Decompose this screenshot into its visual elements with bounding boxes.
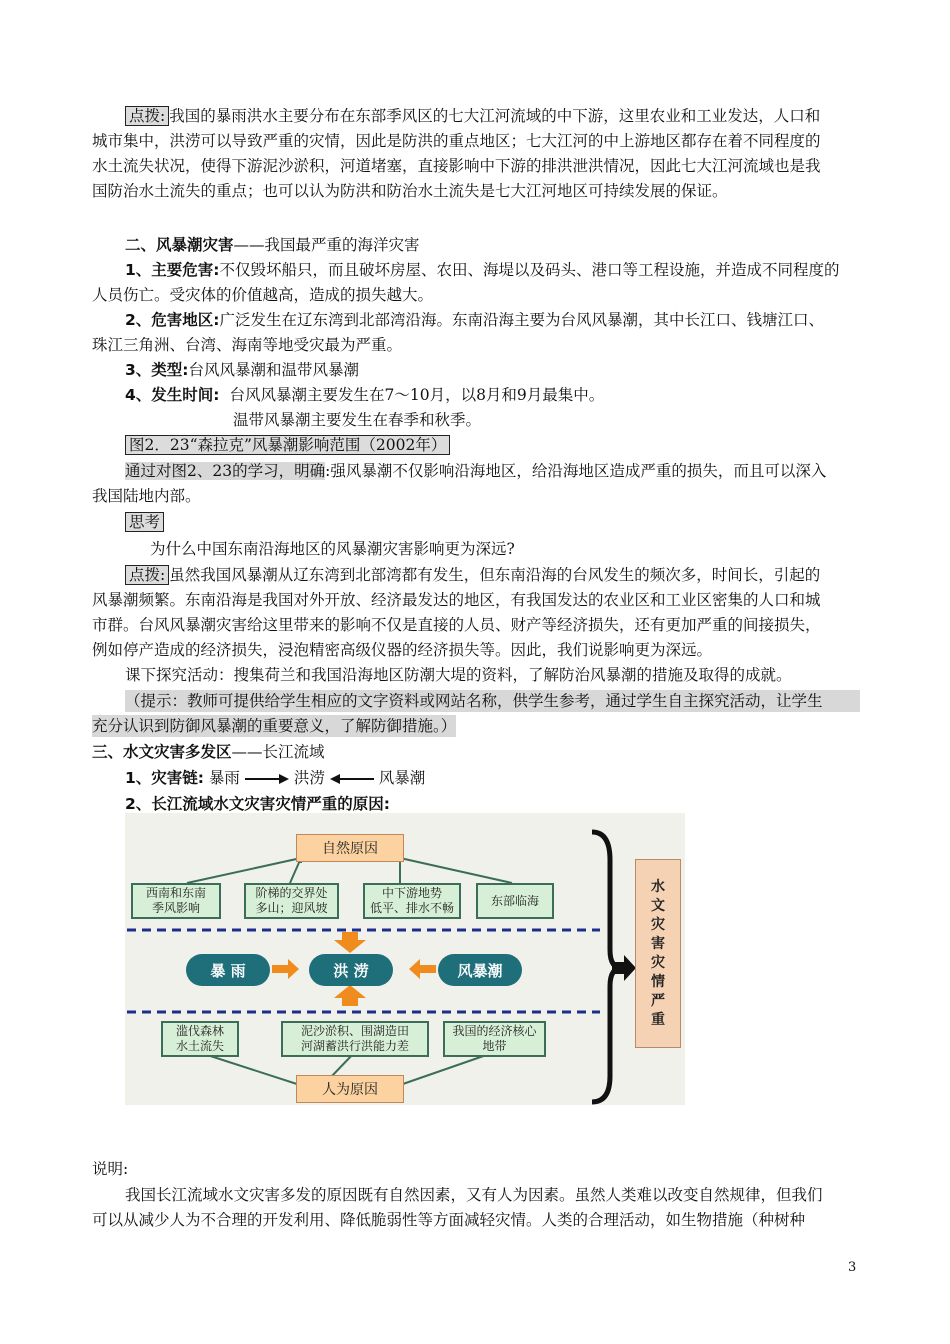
chain-flood: 洪涝: [293, 769, 325, 787]
hint-line-2: 充分认识到防御风暴潮的重要意义，了解防御措施。）: [92, 717, 457, 735]
answer-line-2: 风暴潮频繁。东南沿海是我国对外开放、经济最发达的地区，有我国发达的农业区和工业区密集的人口和城: [92, 591, 821, 609]
human-factor-economy: 我国的经济核心 地带: [443, 1021, 546, 1057]
tip-tag: 点拨:: [125, 106, 169, 126]
causes-heading: 2、长江流域水文灾害灾情严重的原因:: [125, 795, 390, 813]
natural-factor-coast: 东部临海: [476, 883, 554, 919]
study-line: 通过对图2、23的学习，明确:强风暴潮不仅影响沿海地区，给沿海地区造成严重的损失，而且可以深入: [125, 462, 827, 480]
tip-paragraph-line-2: 城市集中，洪涝可以导致严重的灾情，因此是防洪的重点地区；七大江河的中上游地区都存在着不同程度的: [92, 132, 821, 150]
answer-line-1: 点拨: 虽然我国风暴潮从辽东湾到北部湾都有发生，但东南沿海的台风发生的频次多，时间长，引起的: [125, 564, 820, 586]
think-question: 为什么中国东南沿海地区的风暴潮灾害影响更为深远?: [150, 540, 515, 558]
rain-node: 暴 雨: [186, 954, 270, 986]
tip-paragraph-line-3: 水土流失状况，使得下游泥沙淤积，河道堵塞，直接影响中下游的排洪泄洪情况，因此七大江河流域也是我: [92, 157, 821, 175]
chain-rain: 暴雨: [208, 769, 240, 787]
storm-surge-node: 风暴潮: [438, 954, 522, 986]
hazard-item-4-cont: 温带风暴潮主要发生在春季和秋季。: [233, 411, 482, 429]
note-label: 说明:: [92, 1160, 129, 1178]
flood-node: 洪 涝: [309, 954, 393, 986]
note-line-1: 我国长江流域水文灾害多发的原因既有自然因素，又有人为因素。虽然人类难以改变自然规律，但我们: [125, 1186, 823, 1204]
human-factor-siltation: 泥沙淤积、围湖造田 河湖蓄洪行洪能力差: [281, 1021, 429, 1057]
answer-line-3: 市群。台风风暴潮灾害给这里带来的影响不仅是直接的人员、财产等经济损失，还有更加严重的间接损失，: [92, 616, 821, 634]
tip-paragraph-line-1: 点拨: 我国的暴雨洪水主要分布在东部季风区的七大江河流域的中下游，这里农业和工业发达，人口和: [125, 105, 820, 127]
natural-factor-lowland: 中下游地势 低平、排水不畅: [363, 883, 461, 919]
figure-caption: 图2．23“森拉克”风暴潮影响范围（2002年）: [125, 434, 450, 456]
natural-factor-terrain: 阶梯的交界处 多山；迎风坡: [244, 883, 339, 919]
human-factor-deforestation: 滥伐森林 水土流失: [161, 1021, 239, 1057]
tip-paragraph-line-4: 国防治水土流失的重点；也可以认为防洪和防治水土流失是七大江河地区可持续发展的保证。: [92, 182, 728, 200]
arrow-right-black-icon: [612, 955, 636, 981]
activity-line: 课下探究活动：搜集荷兰和我国沿海地区防潮大堤的资料，了解防治风暴潮的措施及取得的成就。: [125, 666, 792, 684]
human-cause-box: 人为原因: [296, 1075, 404, 1103]
think-tag: 思考: [125, 511, 164, 533]
hazard-item-4: 4、发生时间: 台风风暴潮主要发生在7～10月，以8月和9月最集中。: [125, 386, 605, 404]
chain-storm-surge: 风暴潮: [378, 769, 426, 787]
note-line-2: 可以从减少人为不合理的开发利用、降低脆弱性等方面减轻灾情。人类的合理活动，如生物措施（种树种: [92, 1211, 806, 1229]
natural-cause-box: 自然原因: [296, 834, 404, 862]
hazard-item-3: 3、类型:台风风暴潮和温带风暴潮: [125, 361, 359, 379]
result-box: 水 文 灾 害 灾 情 严 重: [635, 859, 681, 1048]
hazard-item-1: 1、主要危害:不仅毁坏船只，而且破坏房屋、农田、海堤以及码头、港口等工程设施，并造成不同程度的: [125, 261, 840, 279]
page-number: 3: [848, 1260, 857, 1275]
hazard-item-1-cont: 人员伤亡。受灾体的价值越高，造成的损失越大。: [92, 286, 434, 304]
hazard-item-2-cont: 珠江三角洲、台湾、海南等地受灾最为严重。: [92, 336, 403, 354]
natural-factor-monsoon: 西南和东南 季风影响: [131, 883, 221, 919]
study-line-cont: 我国陆地内部。: [92, 487, 201, 505]
hazard-item-2: 2、危害地区:广泛发生在辽东湾到北部湾沿海。东南沿海主要为台风风暴潮，其中长江口、钱塘江口、: [125, 311, 824, 329]
section-2-heading: 二、风暴潮灾害——我国最严重的海洋灾害: [125, 236, 420, 254]
arrow-left-orange-icon: [409, 959, 436, 979]
hint-line-1: （提示：教师可提供给学生相应的文字资料或网站名称，供学生参考，通过学生自主探究活动，让学生: [125, 690, 860, 712]
arrow-down-icon: [334, 932, 366, 953]
arrow-right-orange-icon: [272, 959, 299, 979]
arrow-up-icon: [334, 985, 366, 1006]
hazard-chain: 1、灾害链: 暴雨 洪涝 风暴潮: [125, 769, 426, 787]
section-3-heading: 三、水文灾害多发区——长江流域: [92, 743, 325, 761]
answer-line-4: 例如停产造成的经济损失，浸泡精密高级仪器的经济损失等。因此，我们说影响更为深远。: [92, 641, 713, 659]
